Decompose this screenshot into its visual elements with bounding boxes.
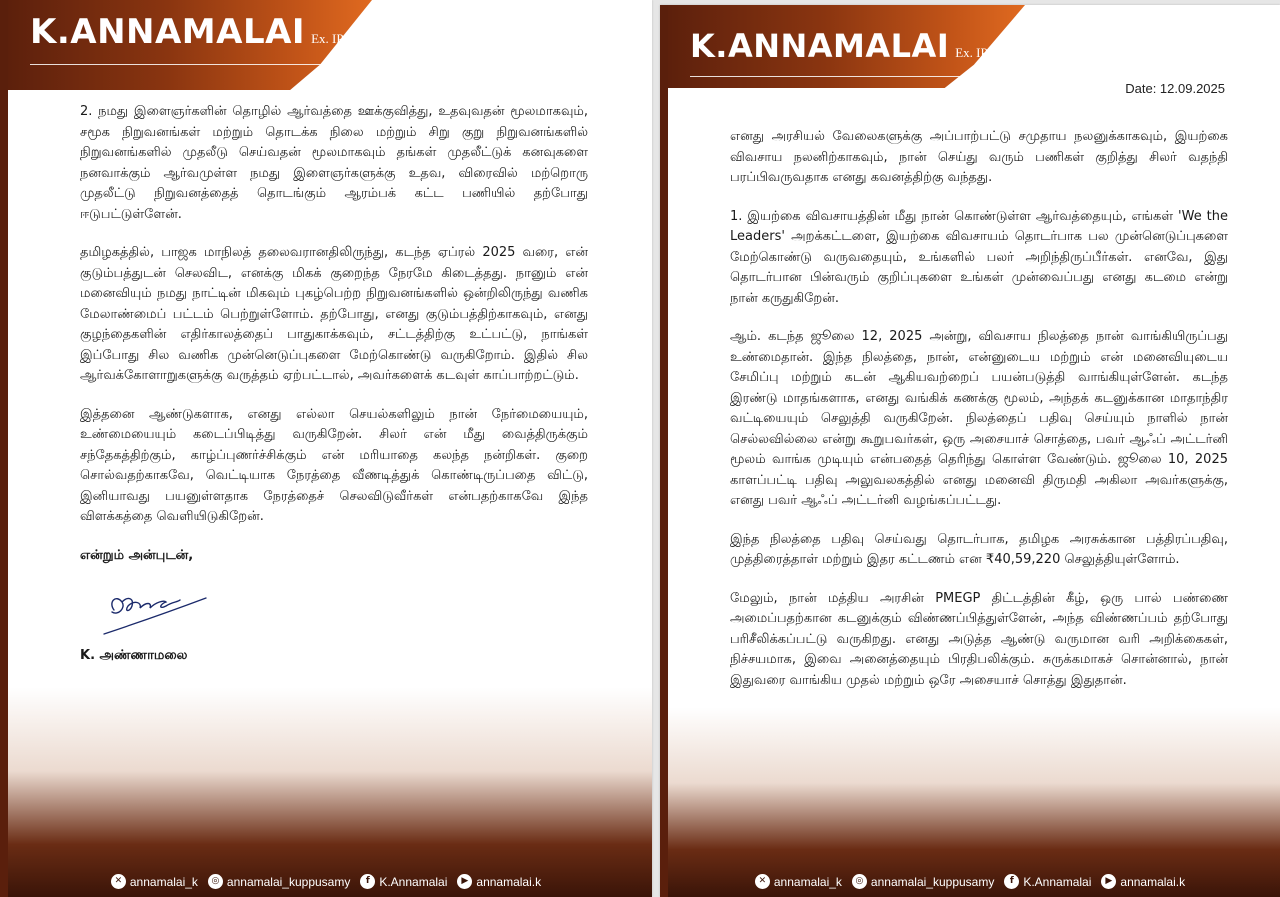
letterhead-rule bbox=[690, 76, 982, 77]
social-youtube[interactable] bbox=[457, 874, 541, 889]
paragraph: தமிழகத்தில், பாஜக மாநிலத் தலைவரானதிலிருந்து, கடந்த ஏப்ரல் 2025 வரை, என் குடும்பத்துடன் செலவிட, எனக்கு மிகக் குறைந்த நேரமே கிடைத்தது. நானும் என் மனைவியும் நமது நாட்டின் மிகவும் புகழ்பெற்ற நிறுவனங்களில் ஒன்றிலிருந்து வணிக மேலாண்மைப் பட்டம் பெற்றுள்ளோம். தற்போது, எனது குடும்பத்திற்காகவும், எனது குழந்தைகளின் எதிர்காலத்தைப் பாதுகாக்கவும், சட்டத்திற்கு உட்பட்டு, நாங்கள் இப்போது சில வணிக முன்னெடுப்புகளை மேற்கொண்டு வருகிறோம். இதில் சில ஆர்வக்கோளாறுகளுக்கு வருத்தம் ஏற்பட்டால், அவர்களைக் கடவுள் காப்பாற்றட்டும். bbox=[80, 245, 588, 383]
social-facebook[interactable] bbox=[1004, 874, 1091, 889]
paragraph: 2. நமது இளைஞர்களின் தொழில் ஆர்வத்தை ஊக்குவித்து, உதவுவதன் மூலமாகவும், சமூக நிறுவனங்கள் மற்றும் தொடக்க நிலை மற்றும் சிறு குறு நிறுவனங்களில் நிறுவனங்களில் முதலீடு செய்வதன் மூலமாகவும் தங்கள் முதலீட்டுக் கனவுகளை நனவாக்கும் ஆர்வமுள்ள நமது இளைஞர்களுக்கு உதவ, விரைவில் மற்றொரு முதலீட்டு நிறுவனத்தைத் தொடங்கும் ஆரம்பக் கட்ட பணியில் தற்போது ஈடுபட்டுள்ளேன். bbox=[80, 104, 588, 222]
social-handle: annamalai_k bbox=[129, 874, 198, 889]
closing-salutation: என்றும் அன்புடன், bbox=[80, 547, 194, 563]
brand-name: K.ANNAMALAI bbox=[690, 27, 950, 65]
social-links bbox=[0, 874, 652, 889]
letter-body bbox=[80, 102, 588, 667]
letterhead-rule bbox=[30, 64, 350, 65]
paragraph: இந்த நிலத்தை பதிவு செய்வது தொடர்பாக, தமிழக அரசுக்கான பத்திரப்பதிவு, முத்திரைத்தாள் மற்றும் இதர கட்டணம் என ₹40,59,220 செலுத்தியுள்ளோம். bbox=[730, 531, 1228, 567]
letter-date: Date: 12.09.2025 bbox=[1125, 81, 1225, 96]
social-links bbox=[660, 874, 1280, 889]
instagram-icon: ◎ bbox=[208, 874, 223, 889]
paragraph: மேலும், நான் மத்திய அரசின் PMEGP திட்டத்தின் கீழ், ஒரு பால் பண்ணை அமைப்பதற்கான கடனுக்கும் விண்ணப்பித்துள்ளேன், அந்த விண்ணப்பம் தற்போது பரிசீலிக்கப்பட்டு வருகிறது. எனது அடுத்த ஆண்டு வருமான வரி அறிக்கைகள், நிச்சயமாக, இவை அனைத்தையும் பிரதிபலிக்கும். சுருக்கமாகச் சொன்னால், நான் இதுவரை வாங்கிய முதல் மற்றும் ஒரே அசையாச் சொத்து இதுதான். bbox=[730, 590, 1228, 688]
signature-image bbox=[94, 572, 214, 642]
letter-body bbox=[730, 127, 1228, 709]
youtube-icon: ▶ bbox=[1101, 874, 1116, 889]
social-x[interactable] bbox=[755, 874, 842, 889]
x-icon: ✕ bbox=[111, 874, 126, 889]
paragraph: ஆம். கடந்த ஜூலை 12, 2025 அன்று, விவசாய நிலத்தை நான் வாங்கியிருப்பது உண்மைதான். இந்த நிலத்தை, நான், என்னுடைய மற்றும் என் மனைவியுடைய சேமிப்பு மற்றும் கடன் ஆகியவற்றைப் பயன்படுத்தி வாங்கியுள்ளேன். கடந்த இரண்டு மாதங்களாக, எனது வங்கிக் கணக்கு மூலம், அந்தக் கடனுக்கான மாதாந்திர வட்டியையும் செலுத்தி வருகிறேன். நிலத்தைப் பதிவு செய்யும் நாளில் நான் செல்லவில்லை என்று கூறுபவர்கள், ஒரு அசையாச் சொத்தை, பவர் ஆஃப் அட்டர்னி மூலம் வாங்க முடியும் என்பதைத் தெரிந்து கொள்ள வேண்டும். ஜூலை 10, 2025 காளப்பட்டி பதிவு அலுவலகத்தில் எனது மனைவி திருமதி அகிலா அவர்களுக்கு, எனது பவர் ஆஃப் அட்டர்னி வழங்கப்பட்டது. bbox=[730, 329, 1228, 508]
instagram-icon: ◎ bbox=[852, 874, 867, 889]
social-handle: annamalai.k bbox=[476, 874, 542, 889]
letterhead-brand bbox=[690, 27, 995, 65]
facebook-icon: f bbox=[1004, 874, 1019, 889]
facebook-icon: f bbox=[360, 874, 375, 889]
brand-suffix: Ex. IPS bbox=[311, 31, 351, 46]
brand-name: K.ANNAMALAI bbox=[30, 12, 306, 52]
x-icon: ✕ bbox=[755, 874, 770, 889]
social-handle: annamalai_kuppusamy bbox=[226, 874, 351, 889]
social-youtube[interactable] bbox=[1101, 874, 1185, 889]
social-handle: annamalai_kuppusamy bbox=[870, 874, 995, 889]
brand-suffix: Ex. IPS bbox=[955, 45, 995, 60]
letterhead-brand bbox=[30, 12, 351, 52]
paragraph: 1. இயற்கை விவசாயத்தின் மீது நான் கொண்டுள்ள ஆர்வத்தையும், எங்கள் 'We the Leaders' அறக்கட்டளை, இயற்கை விவசாயம் தொடர்பாக பல முன்னெடுப்புகளை மேற்கொண்டு வருவதையும், உங்களில் பலர் அறிந்திருப்பீர்கள். எனவே, இது தொடர்பான பின்வரும் குறிப்புகளை உங்கள் முன்வைப்பது எனது கடமை என்று நான் கருதுகிறேன். bbox=[730, 208, 1228, 306]
social-handle: K.Annamalai bbox=[379, 874, 448, 889]
social-instagram[interactable] bbox=[208, 874, 350, 889]
social-handle: K.Annamalai bbox=[1023, 874, 1092, 889]
paragraph: இத்தனை ஆண்டுகளாக, எனது எல்லா செயல்களிலும் நான் நேர்மையையும், உண்மையையும் கடைப்பிடித்து வருகிறேன். சிலர் என் மீது வைத்திருக்கும் சந்தேகத்திற்கும், காழ்ப்புணர்ச்சிக்கும் என் மரியாதை கலந்த நன்றிகள். குறை சொல்வதற்காகவே, வெட்டியாக நேரத்தை வீணடித்துக் கொண்டிருப்பதை விட்டு, இனியாவது பயனுள்ளதாக நேரத்தைச் செலவிடுவீர்கள் என்பதற்காகவே இந்த விளக்கத்தை வெளியிடுகிறேன். bbox=[80, 406, 588, 524]
letterhead-footer bbox=[660, 707, 1280, 897]
social-x[interactable] bbox=[111, 874, 198, 889]
social-handle: annamalai_k bbox=[773, 874, 842, 889]
paragraph: எனது அரசியல் வேலைகளுக்கு அப்பாற்பட்டு சமுதாய நலனுக்காகவும், இயற்கை விவசாய நலனிற்காகவும், நான் செய்து வரும் பணிகள் குறித்து சிலர் வதந்தி பரப்பிவருவதாக எனது கவனத்திற்கு வந்தது. bbox=[730, 129, 1228, 185]
letterhead-footer bbox=[0, 687, 652, 897]
letter-page-1 bbox=[660, 5, 1280, 897]
social-handle: annamalai.k bbox=[1120, 874, 1186, 889]
social-instagram[interactable] bbox=[852, 874, 994, 889]
signer-name: K. அண்ணாமலை bbox=[80, 648, 188, 663]
youtube-icon: ▶ bbox=[457, 874, 472, 889]
social-facebook[interactable] bbox=[360, 874, 447, 889]
